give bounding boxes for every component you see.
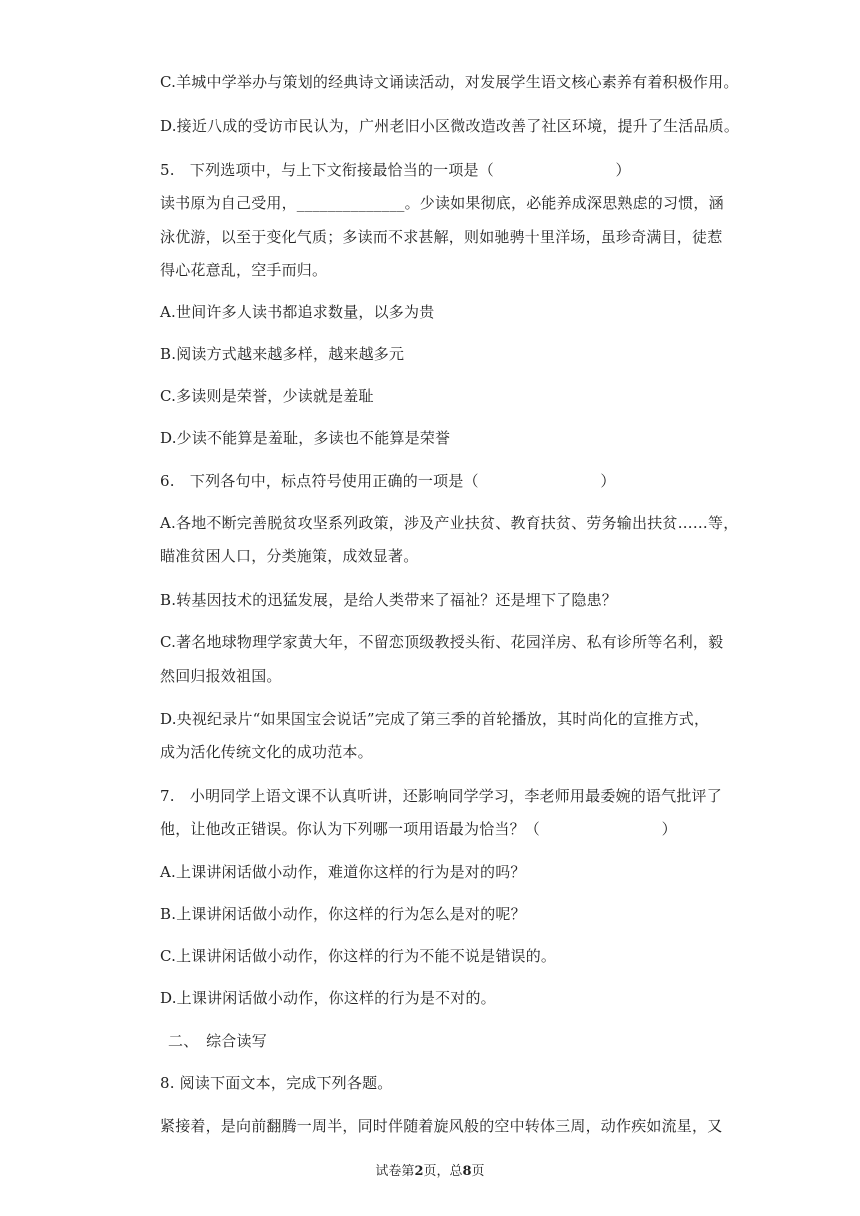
option-c-q5: C.多读则是荣誉，少读就是羞耻: [160, 387, 374, 405]
footer-middle: 页，总: [423, 1164, 463, 1179]
question-6-stem: 6. 下列各句中，标点符号使用正确的一项是（ ）: [160, 472, 616, 490]
option-b-q7: B.上课讲闲话做小动作，你这样的行为怎么是对的呢？: [160, 905, 526, 923]
option-a-q6-line-1: A.各地不断完善脱贫攻坚系列政策，涉及产业扶贫、教育扶贫、劳务输出扶贫……等，: [160, 514, 739, 532]
option-d-q6-line-1: D.央视纪录片“如果国宝会说话”完成了第三季的首轮播放，其时尚化的宣推方式，: [160, 710, 710, 728]
question-5-passage-line-3: 得心花意乱，空手而归。: [160, 261, 328, 279]
question-7-stem-line-1: 7. 小明同学上语文课不认真听讲，还影响同学学习，李老师用最委婉的语气批评了: [160, 787, 722, 805]
option-a-q7: A.上课讲闲话做小动作，难道你这样的行为是对的吗？: [160, 863, 526, 881]
option-d-q4: D.接近八成的受访市民认为，广州老旧小区微改造改善了社区环境，提升了生活品质。: [160, 117, 740, 135]
option-d-q7: D.上课讲闲话做小动作，你这样的行为是不对的。: [160, 989, 496, 1007]
option-c-q4: C.羊城中学举办与策划的经典诗文诵读活动，对发展学生语文核心素养有着积极作用。: [160, 73, 739, 91]
option-b-q6: B.转基因技术的迅猛发展，是给人类带来了福祉？还是埋下了隐患？: [160, 591, 617, 609]
option-c-q6-line-1: C.著名地球物理学家黄大年，不留恋顶级教授头衔、花园洋房、私有诊所等名利，毅: [160, 633, 724, 651]
passage-line-1: 紧接着，是向前翻腾一周半，同时伴随着旋风般的空中转体三周，动作疾如流星，又: [160, 1117, 723, 1135]
option-c-q6-line-2: 然回归报效祖国。: [160, 667, 282, 685]
option-c-q7: C.上课讲闲话做小动作，你这样的行为不能不说是错误的。: [160, 947, 557, 965]
option-a-q5: A.世间许多人读书都追求数量，以多为贵: [160, 303, 435, 321]
question-5-stem: 5. 下列选项中，与上下文衔接最恰当的一项是（ ）: [160, 161, 631, 179]
footer-page-number: 2: [414, 1164, 424, 1179]
footer-suffix: 页: [471, 1164, 485, 1179]
option-d-q5: D.少读不能算是羞耻，多读也不能算是荣誉: [160, 429, 451, 447]
footer-total-pages: 8: [462, 1164, 472, 1179]
page-footer: [0, 1163, 860, 1181]
option-a-q6-line-2: 瞄准贫困人口，分类施策，成效显著。: [160, 547, 419, 565]
option-b-q5: B.阅读方式越来越多样，越来越多元: [160, 345, 405, 363]
question-5-passage-line-2: 泳优游，以至于变化气质；多读而不求甚解，则如驰骋十里洋场，虽珍奇满目，徒惹: [160, 228, 723, 246]
question-7-stem-line-2: 他，让他改正错误。你认为下列哪一项用语最为恰当？（ ）: [160, 820, 677, 838]
section-heading: 二、 综合读写: [168, 1032, 267, 1050]
option-d-q6-line-2: 成为活化传统文化的成功范本。: [160, 743, 373, 761]
question-5-passage-line-1: 读书原为自己受用，______________。少读如果彻底，必能养成深思熟虑的习惯，涵: [160, 194, 724, 212]
question-8-stem: 8. 阅读下面文本，完成下列各题。: [160, 1074, 393, 1092]
footer-prefix: 试卷第: [375, 1164, 415, 1179]
